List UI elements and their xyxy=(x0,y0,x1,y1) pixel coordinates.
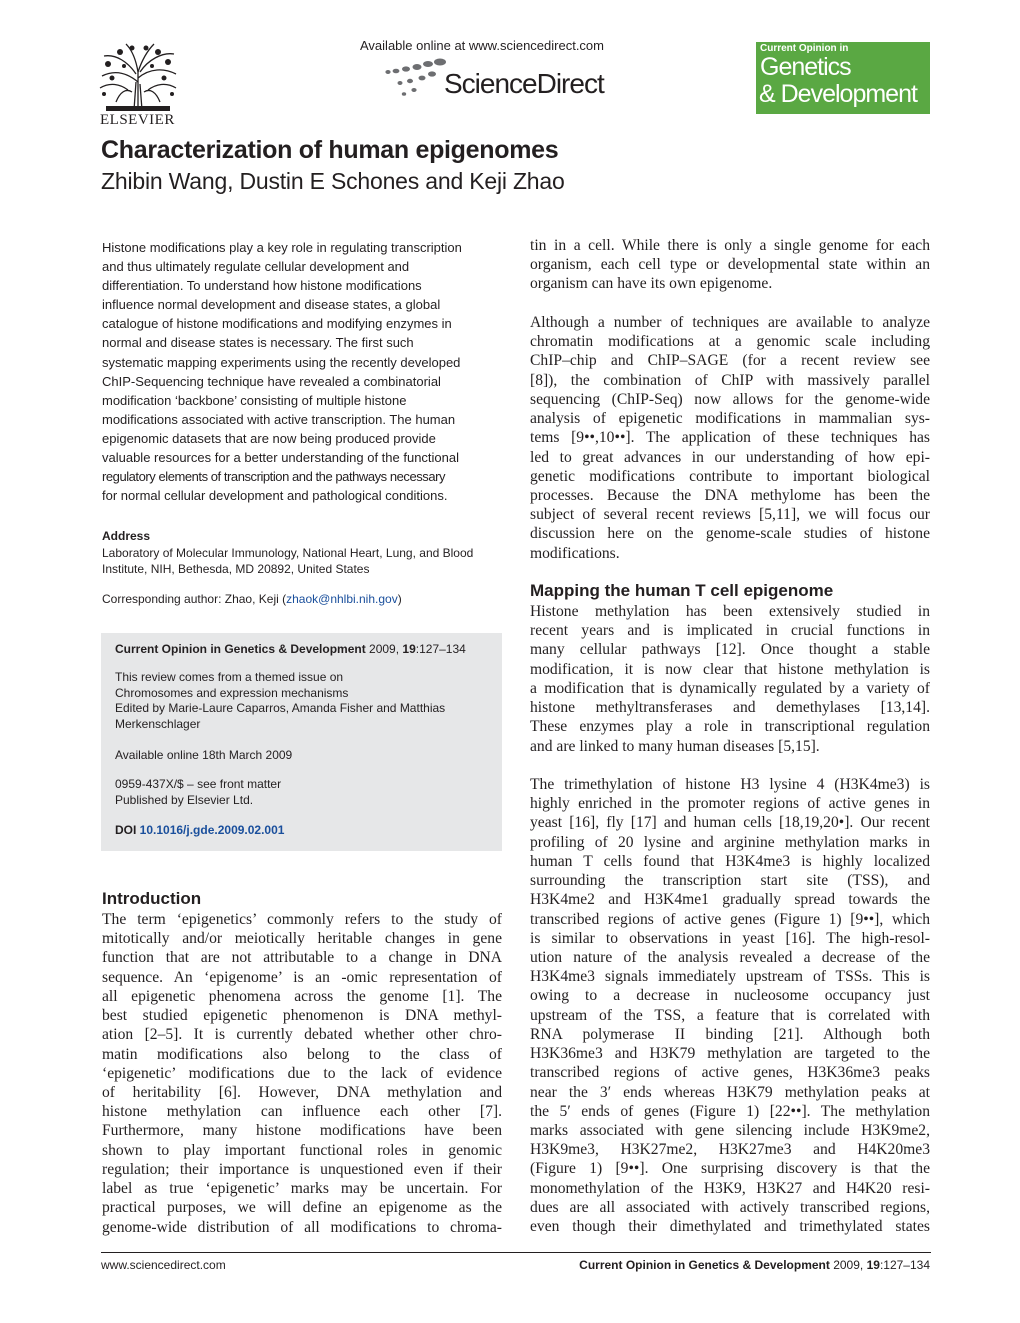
footer-volume: 19 xyxy=(866,1258,880,1272)
text-line: upstream of the TSS, a feature that is correlated with xyxy=(530,1006,930,1024)
doi-link[interactable]: 10.1016/j.gde.2009.02.001 xyxy=(139,823,285,837)
text-line: human T cells found that H3K4me3 is highly localized xyxy=(530,852,930,870)
text-line: ‘epigenetic’ modifications due to the lack of evidence xyxy=(102,1064,502,1082)
text-line: RNA polymerase II binding [21]. Although both xyxy=(530,1025,930,1043)
issn-line: 0959-437X/$ – see front matter xyxy=(115,777,282,791)
text-line: owing to a decrease in nucleosome occupancy just xyxy=(530,987,930,1005)
text-line: regulation; their importance is unquestioned even if their xyxy=(102,1160,502,1178)
text-line: shown to play important functional roles in genomic xyxy=(102,1141,502,1159)
footer-pages: :127–134 xyxy=(879,1258,930,1272)
abstract-line: modification ‘backbone’ consisting of multiple histone xyxy=(102,392,407,408)
text-line: processes. Because the DNA methylome has been the xyxy=(530,486,930,504)
text-line: sequencing (ChIP-Seq) now allows for the genome-wide xyxy=(530,390,930,408)
citation-line xyxy=(115,642,466,658)
theme-name: Chromosomes and expression mechanisms xyxy=(115,686,349,700)
text-line: practical purposes, we will define an epigenome as the xyxy=(102,1199,502,1217)
journal-volume: 19 xyxy=(402,642,416,656)
address-line: Institute, NIH, Bethesda, MD 20892, United States xyxy=(102,562,370,576)
address-text xyxy=(102,545,502,577)
paragraph-techniques xyxy=(530,313,930,563)
article-info-box xyxy=(101,633,502,851)
journal-logo-line1: Current Opinion in xyxy=(760,43,849,54)
doi-label: DOI xyxy=(115,823,140,837)
text-line: organism, each cell type or developmental state within an xyxy=(530,256,930,274)
text-line: ChIP–chip and ChIP–SAGE (for a recent review see xyxy=(530,352,930,370)
text-line: marks associated with gene silencing include H3K9me2, xyxy=(530,1121,930,1139)
address-heading: Address xyxy=(102,529,151,543)
abstract-line: influence normal development and disease states, a global xyxy=(102,297,441,313)
journal-pages: :127–134 xyxy=(415,642,466,656)
theme-line: This review comes from a themed issue on xyxy=(115,670,344,684)
text-line: transcribed regions of active genes (Figure 1) [9••], which xyxy=(530,910,930,928)
footer-website: www.sciencedirect.com xyxy=(101,1258,226,1272)
text-line: transcribed regions of active genes, H3K36me3 peaks xyxy=(530,1064,930,1082)
text-line: of heritability [6]. However, DNA methylation and xyxy=(102,1083,502,1101)
text-line: best studied epigenetic phenomenon is DNA methyl- xyxy=(102,1007,502,1025)
abstract xyxy=(102,238,493,505)
text-line: organism can have its own epigenome. xyxy=(530,275,773,293)
text-line: (Figure 1) [9••]. One surprising discovery is that the xyxy=(530,1160,930,1178)
editors-line: Merkenschlager xyxy=(115,717,201,731)
text-line: and are linked to many human diseases [5,15]. xyxy=(530,737,820,755)
abstract-line: and thus ultimately regulate cellular development and xyxy=(102,259,410,275)
sciencedirect-logo: ScienceDirect xyxy=(444,68,604,99)
text-line: the 5′ ends of genes (Figure 1) [22••]. The methylation xyxy=(530,1102,930,1120)
text-line: subject of several recent reviews [5,11], we will focus our xyxy=(530,506,930,524)
text-line: dues are all associated with actively transcribed regions, xyxy=(530,1198,930,1216)
text-line: mitotically and/or meiotically heritable changes in gene xyxy=(102,930,502,948)
text-line: The term ‘epigenetics’ commonly refers to the study of xyxy=(102,911,502,928)
journal-name: Current Opinion in Genetics & Development xyxy=(115,642,366,656)
text-line: recent years and is implicated in crucial functions in xyxy=(530,622,930,640)
text-line: profiling of 20 lysine and arginine methylation marks in xyxy=(530,833,930,851)
abstract-line: for normal cellular development and pathological conditions. xyxy=(102,488,448,504)
email-link[interactable]: zhaok@nhlbi.nih.gov xyxy=(286,592,398,606)
journal-logo-line2: Genetics xyxy=(760,53,851,81)
abstract-line: catalogue of histone modifications and modifying enzymes in xyxy=(102,316,452,332)
text-line: analysis of epigenetic modifications in mammalian sys- xyxy=(530,410,930,428)
text-line: tems [9••,10••]. The application of these techniques has xyxy=(530,429,930,447)
available-online-date: Available online 18th March 2009 xyxy=(115,748,293,762)
abstract-line: normal and disease states is necessary. The first such xyxy=(102,335,414,351)
text-line: modifications. xyxy=(530,544,620,562)
sciencedirect-dots-icon xyxy=(384,56,446,100)
text-line: ution nature of the analysis revealed a decrease of the xyxy=(530,948,930,966)
text-line: many cellular pathways [12]. Once thought a stable xyxy=(530,641,930,659)
text-line: genetic modifications contribute to important biological xyxy=(530,467,930,485)
abstract-line: systematic mapping experiments using the recently developed xyxy=(102,354,461,370)
journal-logo xyxy=(756,42,930,114)
text-line: tin in a cell. While there is only a single genome for each xyxy=(530,237,930,254)
text-line: near the 3′ ends whereas H3K79 methylation peaks at xyxy=(530,1083,930,1101)
corresponding-author xyxy=(102,592,402,606)
text-line: histone methyltransferases and demethylases [13,14]. xyxy=(530,699,930,717)
editors-line: Edited by Marie-Laure Caparros, Amanda Fisher and Matthias xyxy=(115,701,446,715)
footer-divider xyxy=(101,1252,931,1253)
text-line: discussion here on the genome-scale studies of histone xyxy=(530,525,930,543)
journal-year: 2009, xyxy=(365,642,403,656)
abstract-line: differentiation. To understand how histone modifications xyxy=(102,278,422,294)
text-line: surrounding the transcription start site (TSS), and xyxy=(530,872,930,890)
text-line: led to great advances in our understanding of how epi- xyxy=(530,448,930,466)
text-line: Histone methylation has been extensively studied in xyxy=(530,603,930,620)
address-line: Laboratory of Molecular Immunology, National Heart, Lung, and Blood xyxy=(102,546,474,560)
text-line: function that are not attributable to a change in DNA xyxy=(102,949,502,967)
paragraph-epigenome-definition xyxy=(530,236,930,294)
text-line: These enzymes play a role in transcriptional regulation xyxy=(530,718,930,736)
text-line: H3K36me3 and H3K79 methylation are targeted to the xyxy=(530,1045,930,1063)
text-line: matin modifications also belong to the class of xyxy=(102,1045,502,1063)
text-line: chromatin modifications at a genomic scale including xyxy=(530,333,930,351)
text-line: is similar to observations in yeast [16]. The high-resol- xyxy=(530,929,930,947)
text-line: all epigenetic phenomena across the genome [1]. The xyxy=(102,987,502,1005)
introduction-text xyxy=(102,910,502,1237)
text-line: modification, it is now clear that histone methylation is xyxy=(530,660,930,678)
paragraph-h3k4me3 xyxy=(530,775,930,1236)
text-line: Although a number of techniques are available to analyze xyxy=(530,314,930,331)
footer-journal: Current Opinion in Genetics & Development xyxy=(579,1258,830,1272)
text-line: [8]), the combination of ChIP with massively parallel xyxy=(530,371,930,389)
text-line: even though their dimethylated and trimethylated states xyxy=(530,1218,930,1236)
footer-citation xyxy=(579,1258,930,1272)
text-line: highly enriched in the promoter regions of active genes in xyxy=(530,795,930,813)
text-line: genome-wide distribution of all modifications to chroma- xyxy=(102,1218,502,1236)
abstract-line: ChIP-Sequencing technique have revealed a combinatorial xyxy=(102,373,441,389)
text-line: H3K9me3, H3K27me2, H3K27me3 and H4K20me3 xyxy=(530,1141,930,1159)
paragraph-histone-methylation xyxy=(530,602,930,756)
text-line: The trimethylation of histone H3 lysine 4 (H3K4me3) is xyxy=(530,776,930,793)
published-line: Published by Elsevier Ltd. xyxy=(115,793,254,807)
article-title: Characterization of human epigenomes xyxy=(101,136,559,164)
abstract-line: epigenomic datasets that are now being produced provide xyxy=(102,430,436,446)
abstract-line: modifications associated with active transcription. The human xyxy=(102,411,456,427)
text-line: ation [2–5]. It is currently debated whether other chro- xyxy=(102,1026,502,1044)
article-authors: Zhibin Wang, Dustin E Schones and Keji Zhao xyxy=(101,168,565,194)
section-heading-mapping: Mapping the human T cell epigenome xyxy=(530,581,834,600)
text-line: a modification that is dynamically regulated by a variety of xyxy=(530,679,930,697)
text-line: label as true ‘epigenetic’ marks may be uncertain. For xyxy=(102,1180,502,1198)
doi-line xyxy=(115,823,284,839)
footer-year: 2009, xyxy=(829,1258,867,1272)
corresponding-prefix: Corresponding author: Zhao, Keji ( xyxy=(102,592,287,606)
elsevier-wordmark: ELSEVIER xyxy=(100,112,175,128)
text-line: H3K4me3 signals immediately upstream of TSSs. This is xyxy=(530,968,930,986)
abstract-line: Histone modifications play a key role in regulating transcription xyxy=(102,240,462,255)
text-line: yeast [16], fly [17] and human cells [18,19,20•]. Our recent xyxy=(530,814,930,832)
text-line: sequence. An ‘epigenome’ is an -omic representation of xyxy=(102,968,502,986)
journal-logo-line3: & Development xyxy=(759,80,917,108)
corresponding-suffix: ) xyxy=(397,592,402,606)
section-heading-introduction: Introduction xyxy=(102,889,202,908)
available-online-text: Available online at www.sciencedirect.com xyxy=(360,38,604,53)
text-line: histone methylation can influence each other [7]. xyxy=(102,1103,502,1121)
text-line: H3K4me2 and H3K4me1 gradually spread towards the xyxy=(530,891,930,909)
text-line: Furthermore, many histone modifications have been xyxy=(102,1122,502,1140)
abstract-line: valuable resources for a better understanding of the functional xyxy=(102,450,460,466)
abstract-line: regulatory elements of transcription and the pathways necessary xyxy=(102,469,446,485)
text-line: monomethylation of the H3K9, H3K27 and H4K20 resi- xyxy=(530,1179,930,1197)
